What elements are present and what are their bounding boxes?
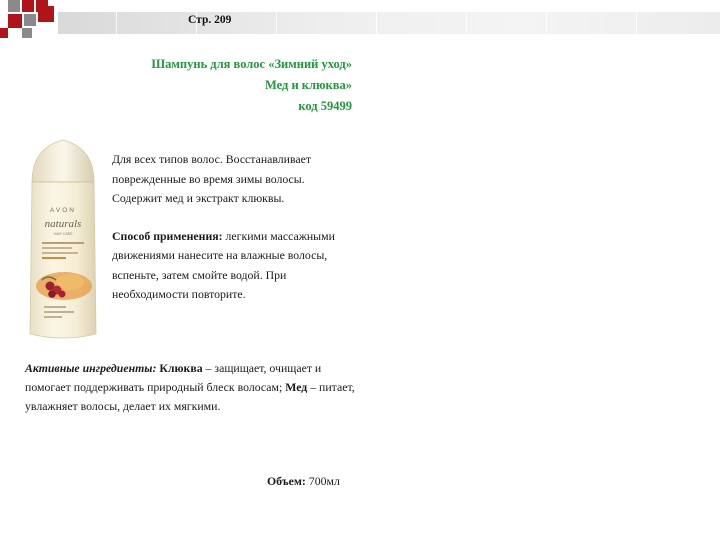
- decor-square-5: [24, 14, 36, 26]
- ingredients-label: Активные ингредиенты:: [25, 361, 157, 375]
- usage-label: Способ применения:: [112, 228, 223, 243]
- decor-square-4: [8, 14, 22, 28]
- bottle-sub-text: HAIR CARE: [53, 232, 73, 236]
- description-intro: Для всех типов волос. Восстанавливает поврежденные во время зимы волосы. Содержит мед и экстракт клюквы.: [112, 152, 312, 205]
- decor-square-2: [22, 0, 34, 12]
- product-volume: [267, 474, 340, 489]
- ingredient-honey-text: – питает, увлажняет волосы, делает их мягкими.: [25, 380, 355, 413]
- decor-square-7: [22, 28, 32, 38]
- usage-instructions: [112, 227, 352, 305]
- product-title-line-2: Мед и клюква»: [264, 78, 352, 92]
- bottle-brand-text: AVON: [50, 207, 76, 214]
- active-ingredients: [25, 359, 360, 416]
- volume-label: Объем:: [267, 474, 306, 488]
- shampoo-bottle-image: [24, 134, 102, 342]
- ingredient-honey: Мед: [285, 380, 308, 394]
- header-band: [58, 12, 720, 34]
- product-description: [112, 150, 352, 305]
- volume-value: 700мл: [305, 474, 340, 488]
- page-number: Стр. 209: [188, 14, 232, 26]
- product-title-line-1: Шампунь для волос «Зимний уход»: [151, 57, 352, 71]
- ingredient-cranberry-text: – защищает, очищает и помогает поддерживать природный блеск волосам;: [25, 361, 322, 394]
- decor-square-8: [0, 28, 8, 38]
- decor-square-1: [8, 0, 20, 12]
- ingredient-cranberry: Клюква: [156, 361, 203, 375]
- bottle-line-text: naturals: [44, 218, 82, 230]
- decor-square-6: [38, 6, 54, 22]
- usage-text: легкими массажными движениями нанесите на влажные волосы, вспеньте, затем смойте водой. При необходимости повторите.: [112, 228, 335, 301]
- product-code: код 59499: [298, 99, 352, 113]
